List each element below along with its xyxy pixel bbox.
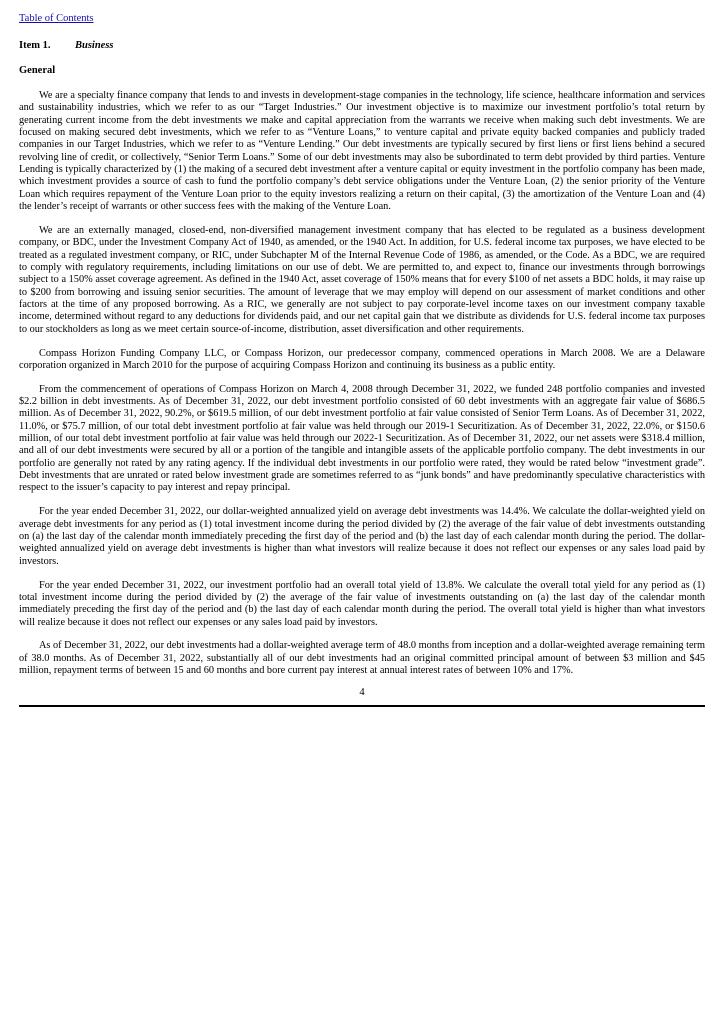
- paragraph-bdc-status: We are an externally managed, closed-end, non-diversified management investment company that has elected to be regulated as a business development company, or BDC, under the Investment Company Act of 1940, as amended, or the 1940 Act. In addition, for U.S. federal income tax purposes, we have elected to be treated as a regulated investment company, or RIC, under Subchapter M of the Internal Revenue Code of 1986, as amended, or the Code. As a BDC, we are required to comply with regulatory requirements, including limitations on our use of debt. We are permitted to, and expect to, finance our investments through borrowings subject to a 150% asset coverage agreement. As defined in the 1940 Act, asset coverage of 150% means that for every $100 of net assets a BDC holds, it may raise up to $200 from borrowing and issuing senior securities. The amount of leverage that we may employ will depend on our assessment of market conditions and other factors at the time of any proposed borrowing. As a RIC, we generally are not subject to pay corporate-level income taxes on our investment company taxable income, determined without regard to any deductions for dividends paid, and our net capital gain that we distribute as dividends for U.S. federal income tax purposes to our stockholders as long as we meet certain source-of-income, distribution, asset diversification and other requirements.: [19, 224, 705, 335]
- paragraph-total-yield: For the year ended December 31, 2022, our investment portfolio had an overall total yield of 13.8%. We calculate the overall total yield for any period as (1) total investment income during the period divided by (2) the average of the fair value of investments outstanding on (a) the last day of the calendar month immediately preceding the first day of the period and (b) the last day of each calendar month during the period. The overall total yield is higher than what investors will realize because it does not reflect our expenses or any sales load paid by investors.: [19, 579, 705, 628]
- paragraph-compass-horizon: Compass Horizon Funding Company LLC, or Compass Horizon, our predecessor company, commenced operations in March 2008. We are a Delaware corporation organized in March 2010 for the purpose of acquiring Compass Horizon and continuing its business as a public entity.: [19, 347, 705, 371]
- paragraph-dollar-weighted-yield: For the year ended December 31, 2022, our dollar-weighted annualized yield on average debt investments was 14.4%. We calculate the dollar-weighted yield on average debt investments for any period as (1) total investment income during the period divided by (2) the average of the fair value of debt investments outstanding on (a) the last day of the calendar month immediately preceding the first day of the period and (b) the last day of each calendar month during the period. The dollar-weighted annualized yield on average debt investments is higher than what investors will realize because it does not reflect our expenses or any sales load paid by investors.: [19, 506, 705, 567]
- paragraph-overview: We are a specialty finance company that lends to and invests in development-stage companies in the technology, life science, healthcare information and services and sustainability industries, which we refer to as our “Target Industries.” Our investment objective is to maximize our investment portfolio’s total return by generating current income from the debt investments we make and capital appreciation from the warrants we receive when making such debt investments. We are focused on making secured debt investments, which we refer to as “Venture Loans,” to venture capital and private equity backed companies and publicly traded companies in our Target Industries, which we refer to as “Venture Lending.” Our debt investments are typically secured by first liens or first liens behind a secured revolving line of credit, or collectively, “Senior Term Loans.” Some of our debt investments may also be subordinated to term debt provided by third parties. Venture Lending is typically characterized by (1) the making of a secured debt investment after a venture capital or equity investment in the portfolio company has been made, which investment provides a source of cash to fund the portfolio company’s debt service obligations under the Venture Loan, (2) the senior priority of the Venture Loan which requires repayment of the Venture Loan prior to the equity investors realizing a return on their capital, (3) the amortization of the Venture Loan and (4) the lender’s receipt of warrants or other success fees with the making of the Venture Loan.: [19, 90, 705, 213]
- paragraph-portfolio-history: From the commencement of operations of Compass Horizon on March 4, 2008 through December 31, 2022, we funded 248 portfolio companies and invested $2.2 billion in debt investments. As of December 31, 2022, our debt investment portfolio consisted of 60 debt investments with an aggregate fair value of $686.5 million. As of December 31, 2022, 90.2%, or $619.5 million, of our debt investment portfolio at fair value consisted of Senior Term Loans. As of December 31, 2022, 11.0%, or $75.7 million, of our total debt investment portfolio at fair value was held through our 2019-1 Securitization. As of December 31, 2022, 22.0%, or $150.6 million, of our total debt investment portfolio at fair value was held through our 2022-1 Securitization. As of December 31, 2022, our net assets were $318.4 million, and all of our debt investments were secured by all or a portion of the tangible and intangible assets of the applicable portfolio company. The debt investments in our portfolio are generally not rated by any rating agency. If the individual debt investments in our portfolio were rated, they would be rated below “investment grade”. Debt investments that are unrated or rated below investment grade are sometimes referred to as “junk bonds” and have predominantly speculative characteristics with respect to the issuer’s capacity to pay interest and repay principal.: [19, 383, 705, 494]
- table-of-contents-link[interactable]: Table of Contents: [19, 13, 94, 24]
- item-title: Business: [75, 40, 114, 51]
- section-heading: General: [19, 65, 56, 76]
- paragraph-debt-terms: As of December 31, 2022, our debt investments had a dollar-weighted average term of 48.0 months from inception and a dollar-weighted average remaining term of 38.0 months. As of December 31, 2022, substantially all of our debt investments had an original committed principal amount of between $3 million and $45 million, repayment terms of between 15 and 60 months and bore current pay interest at annual interest rates of between 10% and 17%.: [19, 640, 705, 677]
- page-bottom-rule: [19, 705, 705, 707]
- document-page: [19, 8, 705, 698]
- item-heading: [19, 39, 705, 53]
- item-number: Item 1.: [19, 40, 51, 51]
- page-number: 4: [359, 687, 365, 698]
